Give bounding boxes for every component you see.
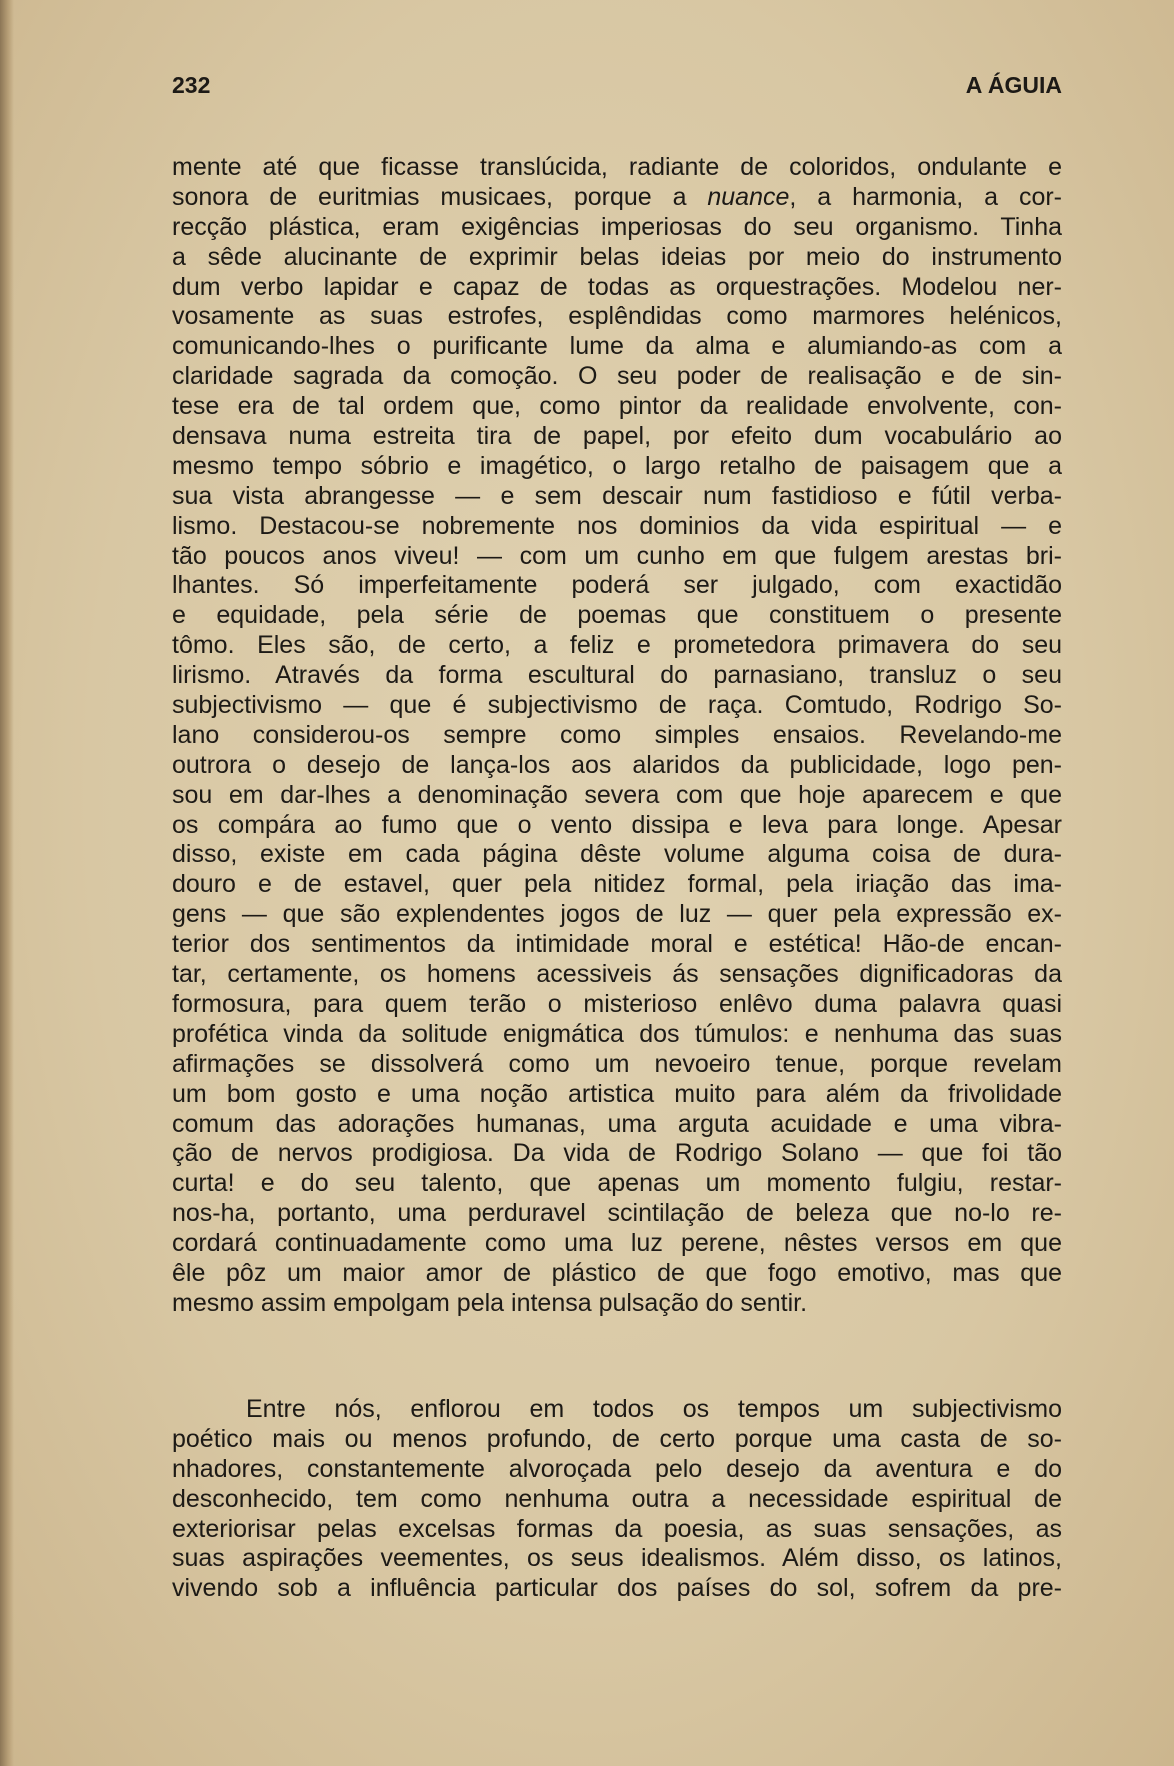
text-line: terior dos sentimentos da intimidade moral e estética! Hão-de encan-	[172, 930, 1062, 959]
italic-word: nuance	[707, 182, 790, 211]
text-line: disso, existe em cada página dêste volume alguma coisa de dura-	[172, 840, 1062, 869]
text-line: os compára ao fumo que o vento dissipa e leva para longe. Apesar	[172, 810, 1062, 839]
text-line: comunicando-lhes o purificante lume da alma e alumiando-as com a	[172, 332, 1062, 361]
text-line: mesmo tempo sóbrio e imagético, o largo retalho de paisagem que a	[172, 451, 1062, 480]
text-line: mente até que ficasse translúcida, radiante de coloridos, ondulante e	[172, 153, 1062, 181]
text-line: êle pôz um maior amor de plástico de que fogo emotivo, mas que	[172, 1258, 1062, 1287]
text-line: sou em dar-lhes a denominação severa com que hoje aparecem e que	[172, 780, 1062, 809]
text-line: curta! e do seu talento, que apenas um momento fulgiu, restar-	[172, 1169, 1062, 1198]
text-line: claridade sagrada da comoção. O seu poder de realisação e de sin-	[172, 362, 1062, 391]
page-number: 232	[172, 72, 211, 98]
text-line: sua vista abrangesse — e sem descair num fastidioso e fútil verba-	[172, 481, 1062, 510]
text-line: tômo. Eles são, de certo, a feliz e prometedora primavera do seu	[172, 631, 1062, 660]
journal-title: A ÁGUIA	[965, 72, 1062, 98]
text-line: sonora de euritmias musicaes, porque a nuance, a harmonia, a cor-	[172, 182, 1062, 211]
text-line: formosura, para quem terão o misterioso enlêvo duma palavra quasi	[172, 989, 1062, 1018]
text-line: ção de nervos prodigiosa. Da vida de Rodrigo Solano — que foi tão	[172, 1139, 1062, 1168]
text-line: tese era de tal ordem que, como pintor da realidade envolvente, con-	[172, 392, 1062, 421]
text-line: afirmações se dissolverá como um nevoeiro tenue, porque revelam	[172, 1049, 1062, 1078]
text-line: poético mais ou menos profundo, de certo porque uma casta de so-	[172, 1424, 1062, 1453]
text-line: densava numa estreita tira de papel, por efeito dum vocabulário ao	[172, 422, 1062, 451]
text-line: mesmo assim empolgam pela intensa pulsação do sentir.	[172, 1288, 808, 1317]
text-line: dum verbo lapidar e capaz de todas as orquestrações. Modelou ner-	[172, 272, 1062, 301]
text-line: tar, certamente, os homens acessiveis ás sensações dignificadoras da	[172, 960, 1062, 989]
text-line: subjectivismo — que é subjectivismo de raça. Comtudo, Rodrigo So-	[172, 691, 1062, 720]
page-binding-edge	[0, 0, 14, 1766]
text-line: profética vinda da solitude enigmática dos túmulos: e nenhuma das suas	[172, 1019, 1062, 1048]
text-line: um bom gosto e uma noção artistica muito para além da frivolidade	[172, 1079, 1062, 1108]
text-line: vosamente as suas estrofes, esplêndidas como marmores helénicos,	[172, 302, 1062, 331]
text-line: desconhecido, tem como nenhuma outra a necessidade espiritual de	[172, 1484, 1062, 1513]
text-line: Entre nós, enflorou em todos os tempos um subjectivismo	[246, 1395, 1062, 1423]
text-line: lhantes. Só imperfeitamente poderá ser julgado, com exactidão	[172, 571, 1062, 600]
text-line: nhadores, constantemente alvoroçada pelo desejo da aventura e do	[172, 1454, 1062, 1483]
text-line: lirismo. Através da forma escultural do parnasiano, transluz o seu	[172, 661, 1062, 690]
running-header	[172, 68, 1062, 108]
text-line: outrora o desejo de lança-los aos alaridos da publicidade, logo pen-	[172, 750, 1062, 779]
text-line: cordará continuadamente como uma luz perene, nêstes versos em que	[172, 1229, 1062, 1258]
text-line: douro e de estavel, quer pela nitidez formal, pela iriação das ima-	[172, 870, 1062, 899]
text-line: gens — que são explendentes jogos de luz — quer pela expressão ex-	[172, 900, 1062, 929]
text-line: suas aspirações veementes, os seus idealismos. Além disso, os latinos,	[172, 1544, 1062, 1573]
paragraph-1	[172, 153, 1062, 1319]
text-line: vivendo sob a influência particular dos países do sol, sofrem da pre-	[172, 1574, 1062, 1603]
text-line: e equidade, pela série de poemas que constituem o presente	[172, 601, 1062, 630]
text-line: a sêde alucinante de exprimir belas ideias por meio do instrumento	[172, 242, 1062, 271]
text-line: nos-ha, portanto, uma perduravel scintilação de beleza que no-lo re-	[172, 1199, 1062, 1228]
paragraph-2	[172, 1395, 1062, 1604]
text-line: tão poucos anos viveu! — com um cunho em que fulgem arestas bri-	[172, 541, 1062, 570]
text-line: lano considerou-os sempre como simples ensaios. Revelando-me	[172, 720, 1062, 749]
text-line: comum das adorações humanas, uma arguta acuidade e uma vibra-	[172, 1109, 1062, 1138]
text-line: lismo. Destacou-se nobremente nos dominios da vida espiritual — e	[172, 511, 1062, 540]
text-line: recção plástica, eram exigências imperiosas do seu organismo. Tinha	[172, 212, 1062, 241]
text-line: exteriorisar pelas excelsas formas da poesia, as suas sensações, as	[172, 1514, 1062, 1543]
